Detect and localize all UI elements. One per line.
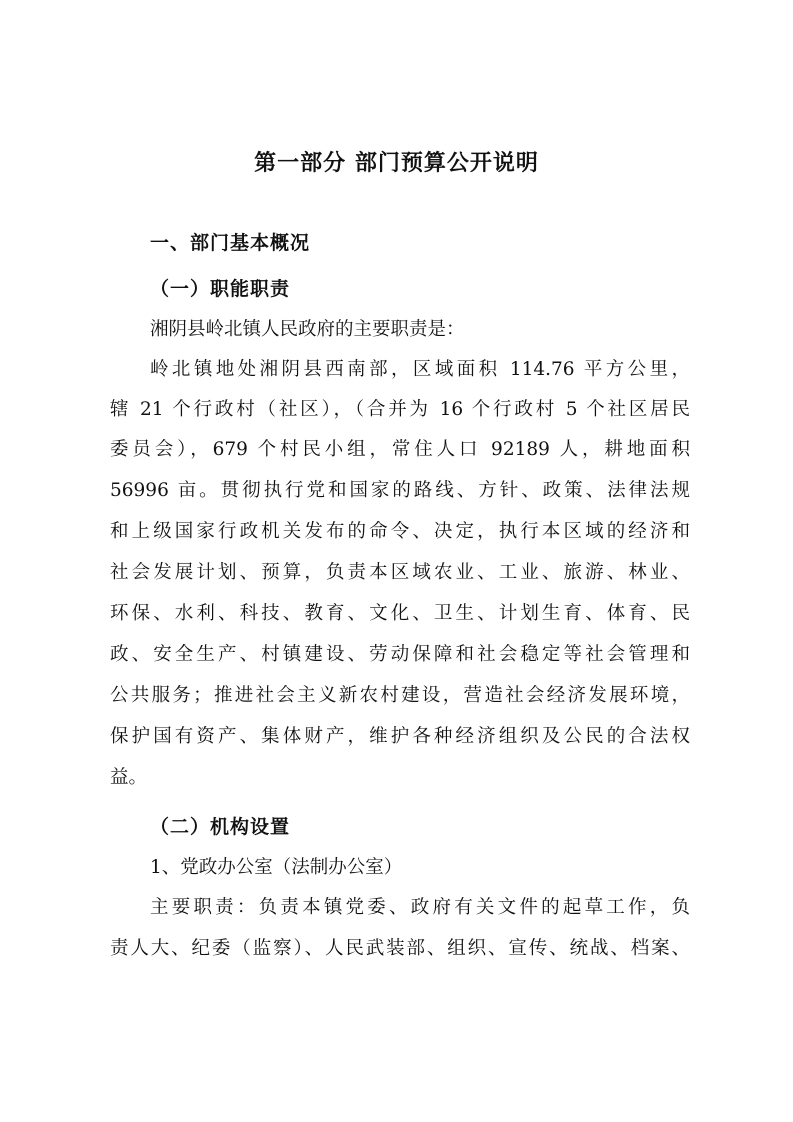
- subsection-heading-organization: （二）机构设置: [150, 816, 291, 838]
- duties-intro: 湘阴县岭北镇人民政府的主要职责是：: [150, 319, 465, 340]
- section-heading-basic-overview: 一、部门基本概况: [150, 232, 311, 254]
- duties-line: 社会发展计划、预算，负责本区域农业、工业、旅游、林业、: [110, 562, 690, 583]
- subsection-heading-duties: （一）职能职责: [150, 278, 291, 300]
- office-duties-line: 主要职责：负责本镇党委、政府有关文件的起草工作，负: [150, 897, 690, 918]
- office-duties-line: 责人大、纪委（监察）、人民武装部、组织、宣传、统战、档案、: [110, 938, 690, 959]
- duties-line: 益。: [110, 767, 148, 788]
- duties-line: 岭北镇地处湘阴县西南部，区域面积 114.76 平方公里，: [150, 359, 690, 380]
- duties-line: 环保、水利、科技、教育、文化、卫生、计划生育、体育、民: [110, 603, 690, 624]
- duties-line: 委员会），679 个村民小组，常住人口 92189 人，耕地面积: [110, 439, 690, 460]
- page-title: 第一部分 部门预算公开说明: [254, 151, 539, 176]
- office-item: 1、党政办公室（法制办公室）: [150, 857, 403, 878]
- duties-line: 公共服务；推进社会主义新农村建设，营造社会经济发展环境，: [110, 685, 690, 706]
- duties-line: 保护国有资产、集体财产，维护各种经济组织及公民的合法权: [110, 726, 690, 747]
- duties-line: 56996 亩。贯彻执行党和国家的路线、方针、政策、法律法规: [110, 480, 690, 501]
- duties-line: 和上级国家行政机关发布的命令、决定，执行本区域的经济和: [110, 521, 690, 542]
- duties-line: 辖 21 个行政村（社区），（合并为 16 个行政村 5 个社区居民: [110, 399, 690, 420]
- duties-line: 政、安全生产、村镇建设、劳动保障和社会稳定等社会管理和: [110, 644, 690, 665]
